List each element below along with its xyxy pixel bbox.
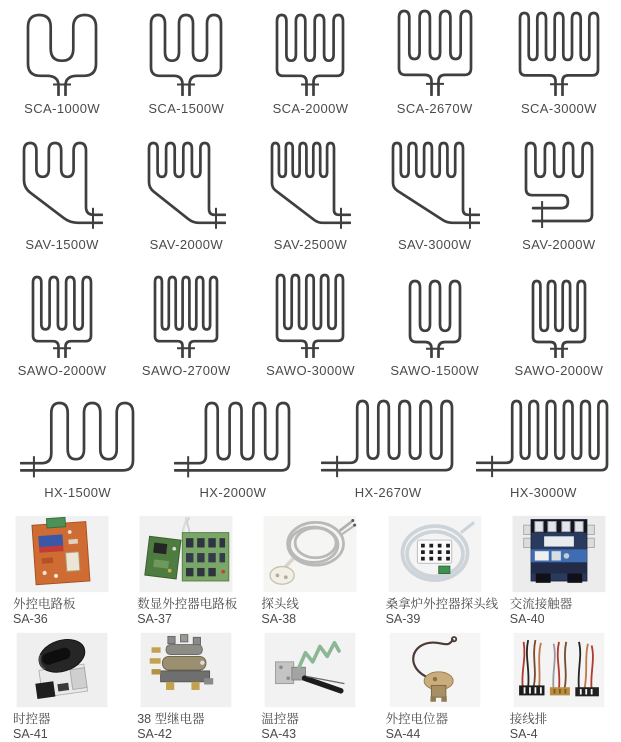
heating-element-drawing (248, 6, 372, 96)
control-circuit-board-image (10, 514, 114, 594)
heating-element-cell (497, 270, 621, 380)
heating-elements-section (0, 6, 621, 502)
heating-element-cell (248, 138, 372, 254)
heating-element-row (0, 396, 621, 502)
heating-element-diagram (321, 398, 455, 480)
heating-element-cell (497, 6, 621, 118)
product-code: SA-44 (385, 727, 421, 741)
product-photo (124, 631, 248, 709)
heating-element-drawing (466, 396, 621, 480)
heating-element-label: SAWO-3000W (266, 363, 355, 378)
heating-element-drawing (311, 396, 466, 480)
terminal-strip-image (507, 631, 611, 709)
product-label (248, 594, 372, 627)
product-photo (497, 514, 621, 594)
heating-element-diagram (476, 398, 610, 480)
product-name: 外控电位器 (385, 712, 449, 726)
heating-element-diagram (517, 10, 601, 96)
product-photo (248, 631, 372, 709)
product-cell (248, 514, 372, 627)
heating-element-label: SCA-2000W (272, 101, 349, 116)
heating-element-cell (0, 6, 124, 118)
product-code: SA-38 (261, 612, 297, 626)
heating-element-label: HX-1500W (44, 485, 112, 500)
product-code: SA-37 (137, 612, 172, 626)
heating-element-cell (248, 6, 372, 118)
heating-element-diagram (274, 272, 346, 358)
heating-element-label: SAV-1500W (25, 237, 99, 252)
heating-element-label: SAWO-2700W (141, 363, 231, 378)
heating-element-label: HX-2670W (354, 485, 422, 500)
heating-element-cell (155, 396, 310, 502)
heating-element-label: HX-3000W (509, 485, 577, 500)
heating-element-drawing (248, 270, 372, 358)
product-cell (0, 631, 124, 742)
heating-element-drawing (373, 138, 497, 232)
heating-element-drawing (124, 138, 248, 232)
product-name: 38 型继电器 (137, 712, 205, 726)
heating-element-drawing (0, 138, 124, 232)
product-cell (248, 631, 372, 742)
heating-element-drawing (0, 396, 155, 480)
heating-element-diagram (146, 140, 226, 232)
product-code: SA-40 (509, 612, 545, 626)
product-photo (373, 631, 497, 709)
product-photo (497, 631, 621, 709)
heating-element-cell (373, 270, 497, 380)
product-photo (0, 514, 124, 594)
heating-element-label: HX-2000W (199, 485, 267, 500)
heating-element-cell (466, 396, 621, 502)
heating-element-diagram (25, 12, 99, 96)
heating-element-cell (0, 270, 124, 380)
heating-element-drawing (373, 270, 497, 358)
heating-element-drawing (373, 6, 497, 96)
product-code: SA-39 (385, 612, 421, 626)
heating-element-cell (124, 270, 248, 380)
heating-element-row (0, 270, 621, 380)
heating-element-diagram (30, 274, 94, 358)
heating-element-label: SAV-3000W (397, 237, 472, 252)
heating-element-diagram (21, 140, 103, 232)
heating-element-cell (497, 138, 621, 254)
heating-element-diagram (407, 278, 463, 358)
heating-element-cell (373, 6, 497, 118)
product-name: 探头线 (261, 597, 299, 611)
sauna-controller-probe-cable-image (383, 514, 487, 594)
heating-element-diagram (274, 12, 346, 96)
product-cell (124, 514, 248, 627)
product-cell (0, 514, 124, 627)
product-code: SA-36 (13, 612, 48, 626)
heating-element-cell (373, 138, 497, 254)
heating-element-cell (248, 270, 372, 380)
heating-element-drawing (124, 6, 248, 96)
heating-element-drawing (497, 270, 621, 358)
product-photo (248, 514, 372, 594)
product-cell (373, 631, 497, 742)
heating-element-row (0, 6, 621, 118)
heating-element-label: SAV-2000W (149, 237, 224, 252)
product-cell (497, 631, 621, 742)
product-name: 时控器 (13, 712, 51, 726)
product-code: SA-42 (137, 727, 172, 741)
heating-element-label: SCA-1500W (148, 101, 225, 116)
heating-element-drawing (0, 270, 124, 358)
heating-element-drawing (497, 138, 621, 232)
product-code: SA-43 (261, 727, 297, 741)
heating-element-drawing (124, 270, 248, 358)
product-name: 接线排 (509, 712, 548, 726)
heating-element-cell (0, 138, 124, 254)
product-cell (497, 514, 621, 627)
product-cell (373, 514, 497, 627)
product-code: SA-4 (509, 727, 538, 741)
heating-element-label: SCA-1000W (24, 101, 101, 116)
heating-element-label: SAV-2500W (273, 237, 348, 252)
product-label (0, 594, 124, 627)
product-name: 温控器 (261, 712, 299, 726)
heating-element-drawing (155, 396, 310, 480)
heating-element-diagram (20, 400, 136, 480)
product-name: 交流接触器 (509, 597, 573, 611)
heating-element-row (0, 138, 621, 254)
heating-element-cell (124, 138, 248, 254)
heating-element-cell (311, 396, 466, 502)
heating-element-diagram (522, 140, 596, 232)
heating-element-drawing (248, 138, 372, 232)
timer-image (10, 631, 114, 709)
product-label (373, 594, 497, 627)
ac-contactor-image (507, 514, 611, 594)
heating-element-label: SAWO-2000W (514, 363, 604, 378)
probe-cable-image (258, 514, 362, 594)
product-name: 外控电路板 (13, 597, 76, 611)
product-cell (124, 631, 248, 742)
heating-element-diagram (152, 274, 220, 358)
spare-parts-section (0, 514, 621, 742)
heating-element-label: SCA-3000W (520, 101, 597, 116)
product-label (497, 709, 621, 742)
heating-element-label: SAWO-2000W (17, 363, 107, 378)
product-row (0, 514, 621, 627)
product-photo (124, 514, 248, 594)
product-photo (373, 514, 497, 594)
product-code: SA-41 (13, 727, 48, 741)
heating-element-drawing (0, 6, 124, 96)
product-photo (0, 631, 124, 709)
heating-element-label: SCA-2670W (396, 101, 473, 116)
heating-element-diagram (174, 400, 292, 480)
heating-element-diagram (269, 140, 351, 232)
product-name: 数显外控器电路板 (137, 597, 238, 611)
heating-element-cell (124, 6, 248, 118)
product-name: 桑拿炉外控器探头线 (385, 597, 499, 611)
heating-element-diagram (530, 278, 588, 358)
product-row (0, 631, 621, 742)
product-label (497, 594, 621, 627)
product-label (248, 709, 372, 742)
thermostat-image (258, 631, 362, 709)
external-potentiometer-image (383, 631, 487, 709)
product-label (0, 709, 124, 742)
digital-controller-boards-image (134, 514, 238, 594)
heating-element-cell (0, 396, 155, 502)
relay-38-image (134, 631, 238, 709)
heating-element-drawing (497, 6, 621, 96)
product-label (124, 709, 248, 742)
heating-element-label: SAWO-1500W (390, 363, 480, 378)
product-label (373, 709, 497, 742)
heating-element-label: SAV-2000W (522, 237, 596, 252)
product-label (124, 594, 248, 627)
heating-element-diagram (148, 12, 224, 96)
heating-element-diagram (396, 8, 474, 96)
heating-element-diagram (390, 140, 480, 232)
